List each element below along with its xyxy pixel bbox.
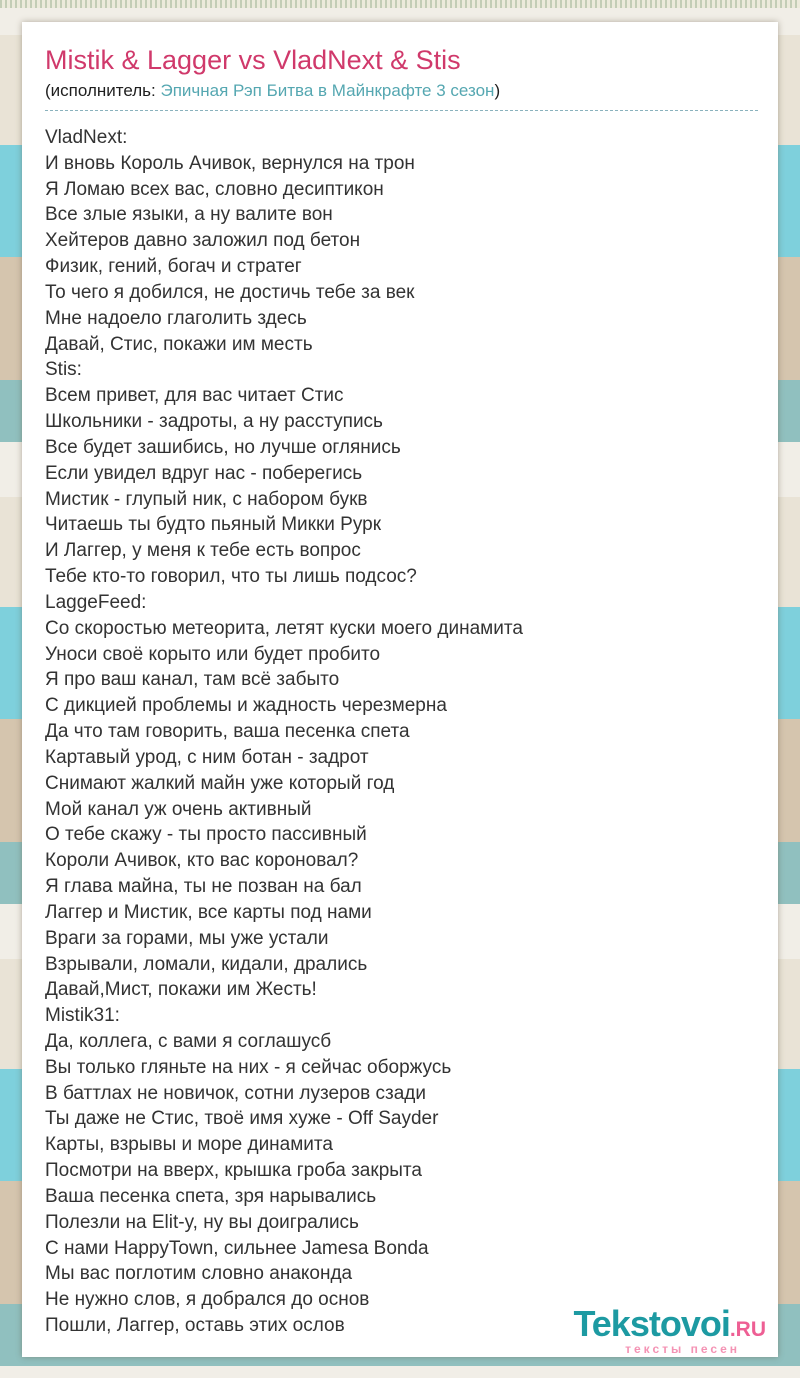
logo-tagline: тексты песен xyxy=(625,1342,740,1356)
lyric-line: Ваша песенка спета, зря нарывались xyxy=(45,1185,377,1207)
lyric-line: Хейтеров давно заложил под бетон xyxy=(45,230,361,252)
lyric-line: О тебе скажу - ты просто пассивный xyxy=(45,824,367,846)
content-card xyxy=(22,22,778,1357)
lyric-line: И вновь Король Ачивок, вернулся на трон xyxy=(45,152,415,174)
lyric-line: Мистик - глупый ник, с набором букв xyxy=(45,488,368,510)
lyric-line: Я Ломаю всех вас, словно десиптикон xyxy=(45,178,384,200)
logo-text: Tekstovoi xyxy=(573,1303,730,1344)
lyric-line: Stis: xyxy=(45,359,82,381)
lyric-line: Тебе кто-то говорил, что ты лишь подсос? xyxy=(45,566,417,588)
lyric-line: Вы только гляньте на них - я сейчас оборжусь xyxy=(45,1056,452,1078)
lyric-line: Короли Ачивок, кто вас короновал? xyxy=(45,850,359,872)
logo-domain: .RU xyxy=(729,1318,766,1341)
subtitle-suffix: ) xyxy=(494,81,501,100)
lyric-line: Посмотри на вверх, крышка гроба закрыта xyxy=(45,1160,422,1182)
lyric-line: VladNext: xyxy=(45,127,128,148)
lyric-line: Снимают жалкий майн уже который год xyxy=(45,772,395,794)
top-border-decoration xyxy=(0,0,800,8)
lyric-line: То чего я добился, не достичь тебе за век xyxy=(45,281,415,303)
artist-subtitle xyxy=(45,80,758,111)
lyric-line: Давай, Стис, покажи им месть xyxy=(45,333,313,355)
lyric-line: Уноси своё корыто или будет пробито xyxy=(45,643,381,665)
lyric-line: Если увидел вдруг нас - поберегись xyxy=(45,462,363,484)
lyric-line: Все злые языки, а ну валите вон xyxy=(45,204,333,226)
lyric-line: Читаешь ты будто пьяный Микки Рурк xyxy=(45,514,382,536)
lyric-line: И Лаггер, у меня к тебе есть вопрос xyxy=(45,540,361,562)
lyric-line: Мне надоело глаголить здесь xyxy=(45,307,307,329)
lyric-line: Мой канал уж очень активный xyxy=(45,798,312,820)
lyric-line: С нами HappyTown, сильнее Jamesa Bonda xyxy=(45,1237,429,1259)
lyric-line: LaggeFeed: xyxy=(45,591,147,613)
subtitle-prefix: (исполнитель: xyxy=(45,81,161,100)
lyric-line: Картавый урод, с ним ботан - задрот xyxy=(45,746,369,768)
lyric-line: Не нужно слов, я добрался до основ xyxy=(45,1289,370,1311)
lyric-line: Взрывали, ломали, кидали, дрались xyxy=(45,953,368,975)
lyric-line: Я про ваш канал, там всё забыто xyxy=(45,669,340,691)
lyric-line: Да что там говорить, ваша песенка спета xyxy=(45,721,410,743)
lyric-line: Мы вас поглотим словно анаконда xyxy=(45,1263,353,1285)
lyric-line: Враги за горами, мы уже устали xyxy=(45,927,329,949)
lyric-line: Полезли на Elit-y, ну вы доигрались xyxy=(45,1211,359,1233)
lyric-line: Mistik31: xyxy=(45,1005,120,1027)
lyrics-block xyxy=(45,125,758,1339)
lyric-line: С дикцией проблемы и жадность черезмерна xyxy=(45,695,447,717)
lyric-line: Все будет зашибись, но лучше оглянись xyxy=(45,436,401,458)
artist-link[interactable]: Эпичная Рэп Битва в Майнкрафте 3 сезон xyxy=(160,81,495,100)
lyric-line: Давай,Мист, покажи им Жесть! xyxy=(45,979,317,1001)
lyric-line: Школьники - задроты, а ну расступись xyxy=(45,411,383,433)
song-title: Mistik & Lagger vs VladNext & Stis xyxy=(45,45,461,75)
lyric-line: Всем привет, для вас читает Стис xyxy=(45,385,344,407)
lyric-line: В баттлах не новичок, сотни лузеров сзади xyxy=(45,1082,426,1104)
lyric-line: Я глава майна, ты не позван на бал xyxy=(45,876,362,898)
lyric-line: Со скоростью метеорита, летят куски моего динамита xyxy=(45,617,523,639)
site-logo[interactable] xyxy=(573,1303,766,1356)
lyric-line: Лаггер и Мистик, все карты под нами xyxy=(45,901,372,923)
lyric-line: Ты даже не Стис, твоё имя хуже - Off Sayder xyxy=(45,1108,439,1130)
lyric-line: Да, коллега, с вами я соглашусб xyxy=(45,1030,332,1052)
lyric-line: Физик, гений, богач и стратег xyxy=(45,256,302,278)
lyric-line: Карты, взрывы и море динамита xyxy=(45,1134,333,1156)
lyric-line: Пошли, Лаггер, оставь этих ослов xyxy=(45,1315,345,1337)
